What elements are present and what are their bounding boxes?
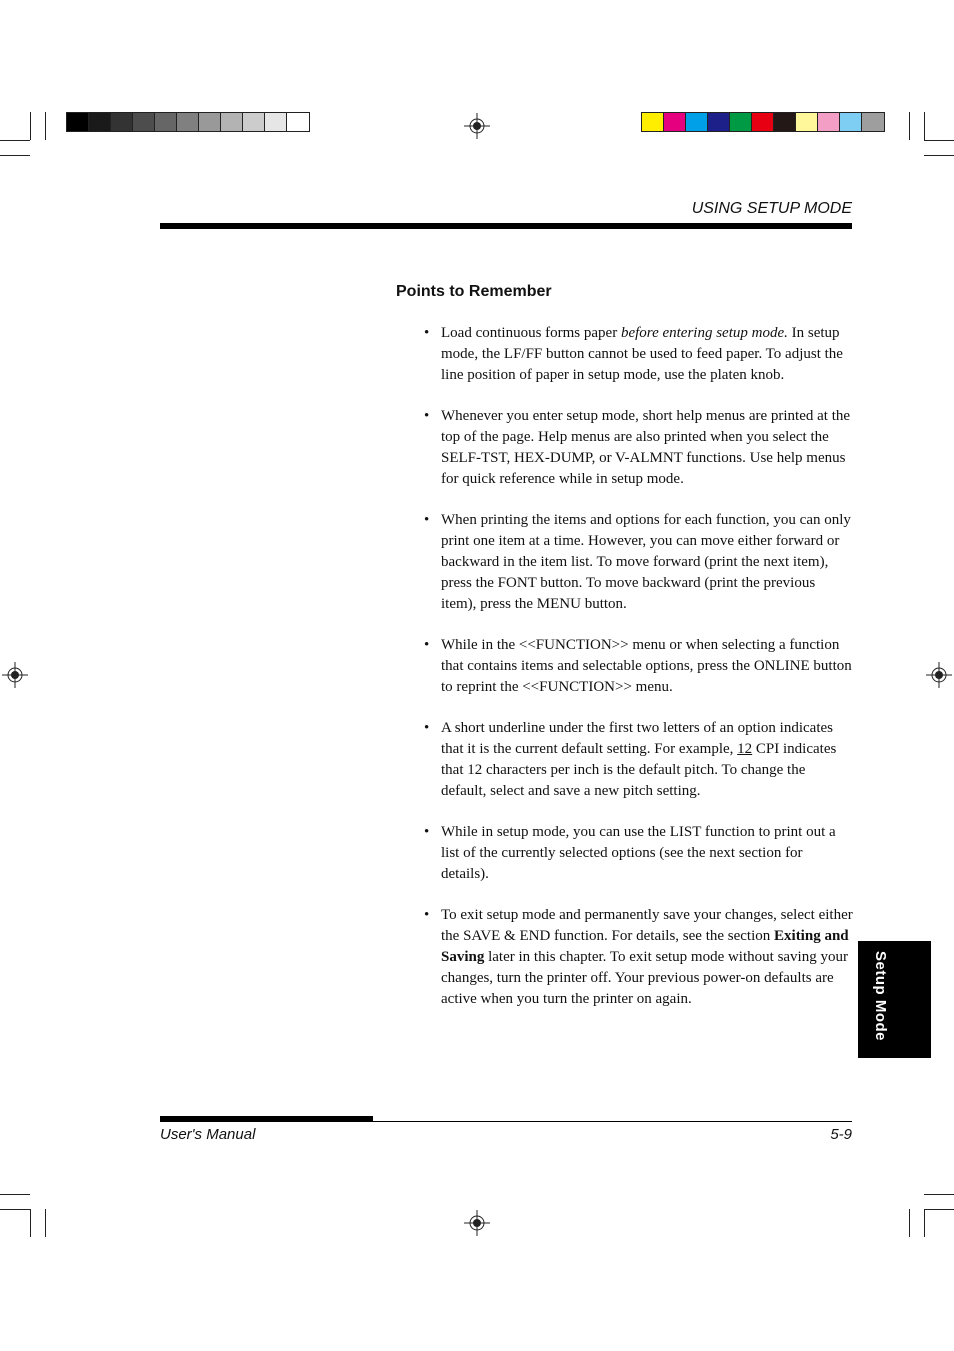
color-swatch: [708, 113, 730, 131]
list-item: [424, 510, 854, 615]
bold-text: Exiting and Saving: [441, 928, 849, 965]
underlined-text: 12: [737, 741, 753, 757]
crop-mark: [924, 1209, 925, 1237]
color-swatch: [177, 113, 199, 131]
color-swatch: [287, 113, 309, 131]
crop-mark: [0, 1209, 30, 1210]
bullet-text: A short underline under the first two letters of an option indicates that it is the current default setting. For example,: [441, 720, 833, 757]
color-swatch: [89, 113, 111, 131]
emphasis-text: before entering setup mode.: [620, 325, 788, 341]
color-swatch: [664, 113, 686, 131]
footer-title: User's Manual: [160, 1126, 256, 1143]
color-swatch: [155, 113, 177, 131]
bullet-text: When printing the items and options for each function, you can only print one item at a time. However, you can move either forward or backward in the item list. To move forward (print the next item), press the FONT button. To move backward (print the previous item), press the MENU button.: [441, 512, 851, 612]
color-swatch: [111, 113, 133, 131]
crop-mark: [909, 1209, 910, 1237]
bullet-text: To exit setup mode and permanently save your changes, select either the SAVE & END function. For details, see the section: [441, 907, 853, 944]
registration-mark-icon: [926, 662, 952, 688]
bullet-text: In setup mode, the LF/FF button cannot be used to feed paper. To adjust the line position of paper in setup mode, use the platen knob.: [441, 325, 843, 383]
color-swatch: [221, 113, 243, 131]
crop-mark: [924, 155, 954, 156]
color-swatch: [730, 113, 752, 131]
color-swatch: [818, 113, 840, 131]
color-swatch: [199, 113, 221, 131]
list-item: [424, 905, 854, 1010]
bullet-text: Whenever you enter setup mode, short help menus are printed at the top of the page. Help menus are also printed when you select the SELF-TST, HEX-DUMP, or V-ALMNT functions. Use help menus for quick reference while in setup mode.: [441, 408, 851, 487]
bullet-text: CPI indicates that 12 characters per inch is the default pitch. To change the default, select and save a new pitch setting.: [441, 741, 837, 799]
color-bar: [641, 112, 885, 132]
list-item: [424, 406, 854, 490]
registration-mark-icon: [464, 113, 490, 139]
crop-mark: [0, 1194, 30, 1195]
color-swatch: [862, 113, 884, 131]
color-swatch: [642, 113, 664, 131]
bullet-text: While in setup mode, you can use the LIST function to print out a list of the currently selected options (see the next section for details).: [441, 824, 836, 882]
footer-rule: [160, 1121, 852, 1122]
page-number: 5-9: [830, 1126, 852, 1143]
crop-mark: [30, 112, 31, 140]
bullet-text: While in the <<FUNCTION>> menu or when selecting a function that contains items and selectable options, press the ONLINE button to reprint the <<FUNCTION>> menu.: [441, 637, 852, 695]
color-swatch: [133, 113, 155, 131]
section-title: Points to Remember: [396, 283, 552, 300]
crop-mark: [924, 1194, 954, 1195]
crop-mark: [0, 155, 30, 156]
color-swatch: [796, 113, 818, 131]
crop-mark: [924, 112, 925, 140]
list-item: [424, 822, 854, 885]
header-rule: [160, 223, 852, 229]
list-item: [424, 635, 854, 698]
crop-mark: [924, 140, 954, 141]
bullet-text: later in this chapter. To exit setup mode without saving your changes, turn the printer off. Your previous power-on defaults are active when you turn the printer on again.: [441, 949, 848, 1007]
color-swatch: [752, 113, 774, 131]
registration-mark-icon: [464, 1210, 490, 1236]
list-item: [424, 718, 854, 802]
list-item: [424, 323, 854, 386]
grayscale-bar: [66, 112, 310, 132]
crop-mark: [45, 1209, 46, 1237]
color-swatch: [265, 113, 287, 131]
color-swatch: [67, 113, 89, 131]
bullet-text: Load continuous forms paper: [441, 325, 621, 341]
crop-mark: [0, 140, 30, 141]
running-header: USING SETUP MODE: [691, 200, 852, 217]
crop-mark: [909, 112, 910, 140]
chapter-tab: [858, 941, 931, 1058]
registration-mark-icon: [2, 662, 28, 688]
color-swatch: [840, 113, 862, 131]
crop-mark: [45, 112, 46, 140]
color-swatch: [243, 113, 265, 131]
bullet-list: [424, 323, 854, 1030]
color-swatch: [686, 113, 708, 131]
chapter-tab-label: Setup Mode: [872, 951, 889, 1041]
crop-mark: [924, 1209, 954, 1210]
color-swatch: [774, 113, 796, 131]
crop-mark: [30, 1209, 31, 1237]
